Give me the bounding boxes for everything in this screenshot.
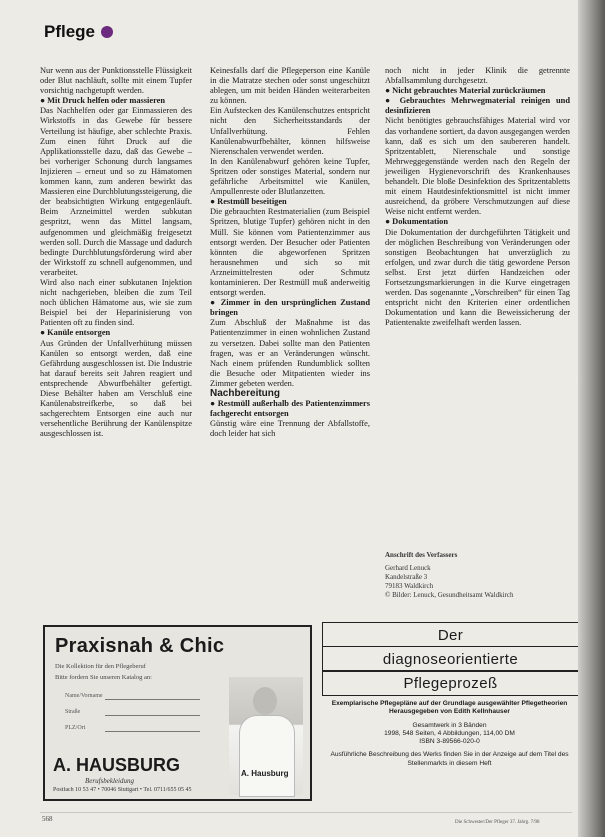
bullet-point: ● Kanüle entsorgen [40,328,192,338]
book-title-line-1: Der [322,622,579,647]
article-column-2 [210,66,370,439]
bullet-point: ● Zimmer in den ursprünglichen Zustand bringen [210,298,370,318]
paragraph: Aus Gründen der Unfallverhütung müssen Kanülen so entsorgt werden, daß eine Gefährdung ausgeschlossen ist. Die Industrie hat darauf bereits seit Jahren reagiert und entsprechende Abwurfbehälter gefertigt. Diese Behälter haben am Verschluß eine Kanülenabstreifkerbe, so daß bei sachgerechtem Entsorgen eine auch nur versehentliche Berührung der Kanülenspitze ausgeschlossen ist. [40,338,192,439]
article-column-1 [40,66,192,439]
book-subtitle: Exemplarische Pflegepläne auf der Grundlage ausgewählter Pflegetheorien [331,700,568,707]
section-title: Pflege [44,22,96,41]
ad-tagline: Berufsbekleidung [85,777,134,785]
paragraph: Nur wenn aus der Punktionsstelle Flüssigkeit oder Blut nachläuft, sollte mit einem Tupfer vorsichtig nachgetupft werden. [40,66,192,96]
nurse-photo [229,677,303,795]
paragraph: Zum Abschluß der Maßnahme ist das Patientenzimmer in einen wohnlichen Zustand zu versetzen. Dabei sollte man den Patienten fragen, was er an Veränderungen wünscht. Nach einem prüfenden Rundumblick sollten die Besuche oder Mitpatienten wieder ins Zimmer gebeten werden. [210,318,370,388]
page-gutter-shadow [578,0,605,837]
bullet-point: ● Restmüll außerhalb des Patientenzimmers fachgerecht entsorgen [210,399,370,419]
nurse-body [239,715,295,797]
advertisement-book[interactable] [322,622,577,792]
paragraph: Nicht benötigtes gebrauchsfähiges Material wird vor das vorhandene sortiert, da davon ausgegangen werden kann, daß es sich um den saubereren handelt. Spritzentablett, Nierenschale und sonstige Mehrweggegenstände werden nach den Regeln der jeweiligen Hygienevorschrift des Krankenhauses behandelt. Die bloße Desinfektion des Spritzentabletts mit einem Hautdesinfektionsmittel ist nicht immer ausreichend, da gröbere Verschmutzungen auf diese Weise nicht entfernt werden. [385,116,570,217]
author-address [385,551,570,600]
book-volumes: Gesamtwerk in 3 Bänden [412,721,487,729]
author-name: Gerhard Lenuck [385,564,431,572]
book-title-line-3: Pflegeprozeß [322,670,579,696]
bullet-point: ● Dokumentation [385,217,570,227]
purple-dot-icon [101,26,113,38]
book-editor: Herausgegeben von Edith Kellnhauser [389,708,510,716]
ad-company-logo: A. HAUSBURG [53,755,181,775]
paragraph: Günstig wäre eine Trennung der Abfallstoffe, doch leider hat sich [210,419,370,439]
book-note: Ausführliche Beschreibung des Werks finden Sie in der Anzeige auf dem Titel des Stellenmarkts in diesem Heft [330,751,569,767]
paragraph: noch nicht in jeder Klinik die getrennte Abfallsammlung durchgesetzt. [385,66,570,86]
author-city: 79183 Waldkirch [385,582,434,590]
ad-field-street-line[interactable] [105,715,200,716]
book-info [322,700,577,768]
ad-contact: Postfach 10 53 47 • 70046 Stuttgart • Tel. 0711/655 05 45 [53,787,192,793]
ad-subtitle: Die Kollektion für den Pflegeberuf [55,663,146,670]
page-number: 568 [42,815,53,823]
paragraph: In den Kanülenabwurf gehören keine Tupfer, Spritzen oder sonstiges Material, sondern nur gefährliche Arbeitsmittel wie Kanülen, Ampullenreste oder Blutlanzetten. [210,156,370,197]
ad-field-name-label: Name/Vorname [65,693,103,699]
bullet-point: ● Gebrauchtes Mehrwegmaterial reinigen und desinfizieren [385,96,570,116]
book-details: 1998, 548 Seiten, 4 Abbildungen, 114,00 DM [384,729,515,737]
author-copyright: © Bilder: Lenuck, Gesundheitsamt Waldkirch [385,591,514,599]
ad-brand: Praxisnah & Chic [55,635,225,657]
nurse-head [253,687,277,715]
bullet-point: ● Restmüll beseitigen [210,197,370,207]
ad-field-name-line[interactable] [105,699,200,700]
journal-info: Die Schwester/Der Pfleger 37. Jahrg. 7/98 [455,820,540,825]
bullet-point: ● Mit Druck helfen oder massieren [40,96,192,106]
article-column-3 [385,66,570,328]
ad-field-street-label: Straße [65,709,81,715]
paragraph: Die Dokumentation der durchgeführten Tätigkeit und der möglichen Beschreibung von Veränderungen oder sonstigen Beobachtungen hat unverzüglich zu erfolgen, und zwar durch die tätig gewordene Person selbst. Erst jetzt dürfen Handzeichen oder Fortsetzungsmarkierungen in die Kurve eingetragen werden. Das sogenannte „Vorschreiben“ für einen Tag entspricht nicht den Kriterien einer ordentlichen Dokumentation und kann die Beweissicherung der Patientenakte zweifelhaft werden lassen. [385,227,570,328]
advertisement-hausburg[interactable] [43,625,312,801]
author-street: Kandelstraße 3 [385,573,428,581]
ad-field-city-line[interactable] [105,731,200,732]
book-title-line-2: diagnoseorientierte [322,646,579,672]
section-heading: Nachbereitung [210,388,281,399]
footer-divider [40,812,572,813]
ad-catalog-request: Bitte fordern Sie unseren Katalog an: [55,674,152,681]
paragraph: Das Nachhelfen oder gar Einmassieren des Wirkstoffs in das Gewebe für bessere Verteilung ist häufige, aber schlechte Praxis. Zum einen führt Druck auf die Applikationsstelle dazu, daß das Gewebe – bei vorheriger Schonung durch langsames Injizieren – erneut und so zu Hämatomen kommen kann, zum anderen bewirkt das Massieren eine Durchblutungssteigerung, die der beabsichtigten Wirkung entgegenläuft. Beim Arzneimittel werden subkutan gespritzt, wenn das Mittel langsam, aufgenommen und gleichmäßig freigesetzt werden soll. Durch die Massage und dadurch bedingte Durchblutungsförderung wird aber der Wirkstoff zu schnell aufgenommen, und verarbeitet. [40,106,192,277]
paragraph: Die gebrauchten Restmaterialien (zum Beispiel Spritzen, blutige Tupfer) gehören nicht in den Müll. Sie können vom Patientenzimmer aus entsorgt werden. Der Besucher oder Patienten könnten die abgeworfenen Spritzen herausnehmen und sich so mit Arzneimittelresten oder Schmutz kontaminieren. Der Restmüll muß anderweitig entsorgt werden. [210,207,370,298]
paragraph: Wird also nach einer subkutanen Injektion nicht nachgerieben, bleiben die zum Teil noch üblichen Hämatome aus, wie sie zum Beispiel bei der Heparinisierung von Patienten oft zu finden sind. [40,277,192,328]
author-label: Anschrift des Verfassers [385,551,458,559]
paragraph: Ein Aufstecken des Kanülenschutzes entspricht nicht den Sicherheitsstandards der Unfallverhütung. Fehlen Kanülenabwurfbehälter, können hilfsweise Nierenschalen verwendet werden. [210,106,370,156]
book-isbn: ISBN 3-89566-020-0 [419,738,480,746]
ad-field-city-label: PLZ/Ort [65,725,86,731]
uniform-badge: A. Hausburg [241,769,289,778]
section-header [44,22,113,42]
bullet-point: ● Nicht gebrauchtes Material zurückräumen [385,86,570,96]
paragraph: Keinesfalls darf die Pflegeperson eine Kanüle in die Matratze stechen oder sonst ungeschützt ablegen, um mit beiden Händen weiterarbeiten zu können. [210,66,370,106]
